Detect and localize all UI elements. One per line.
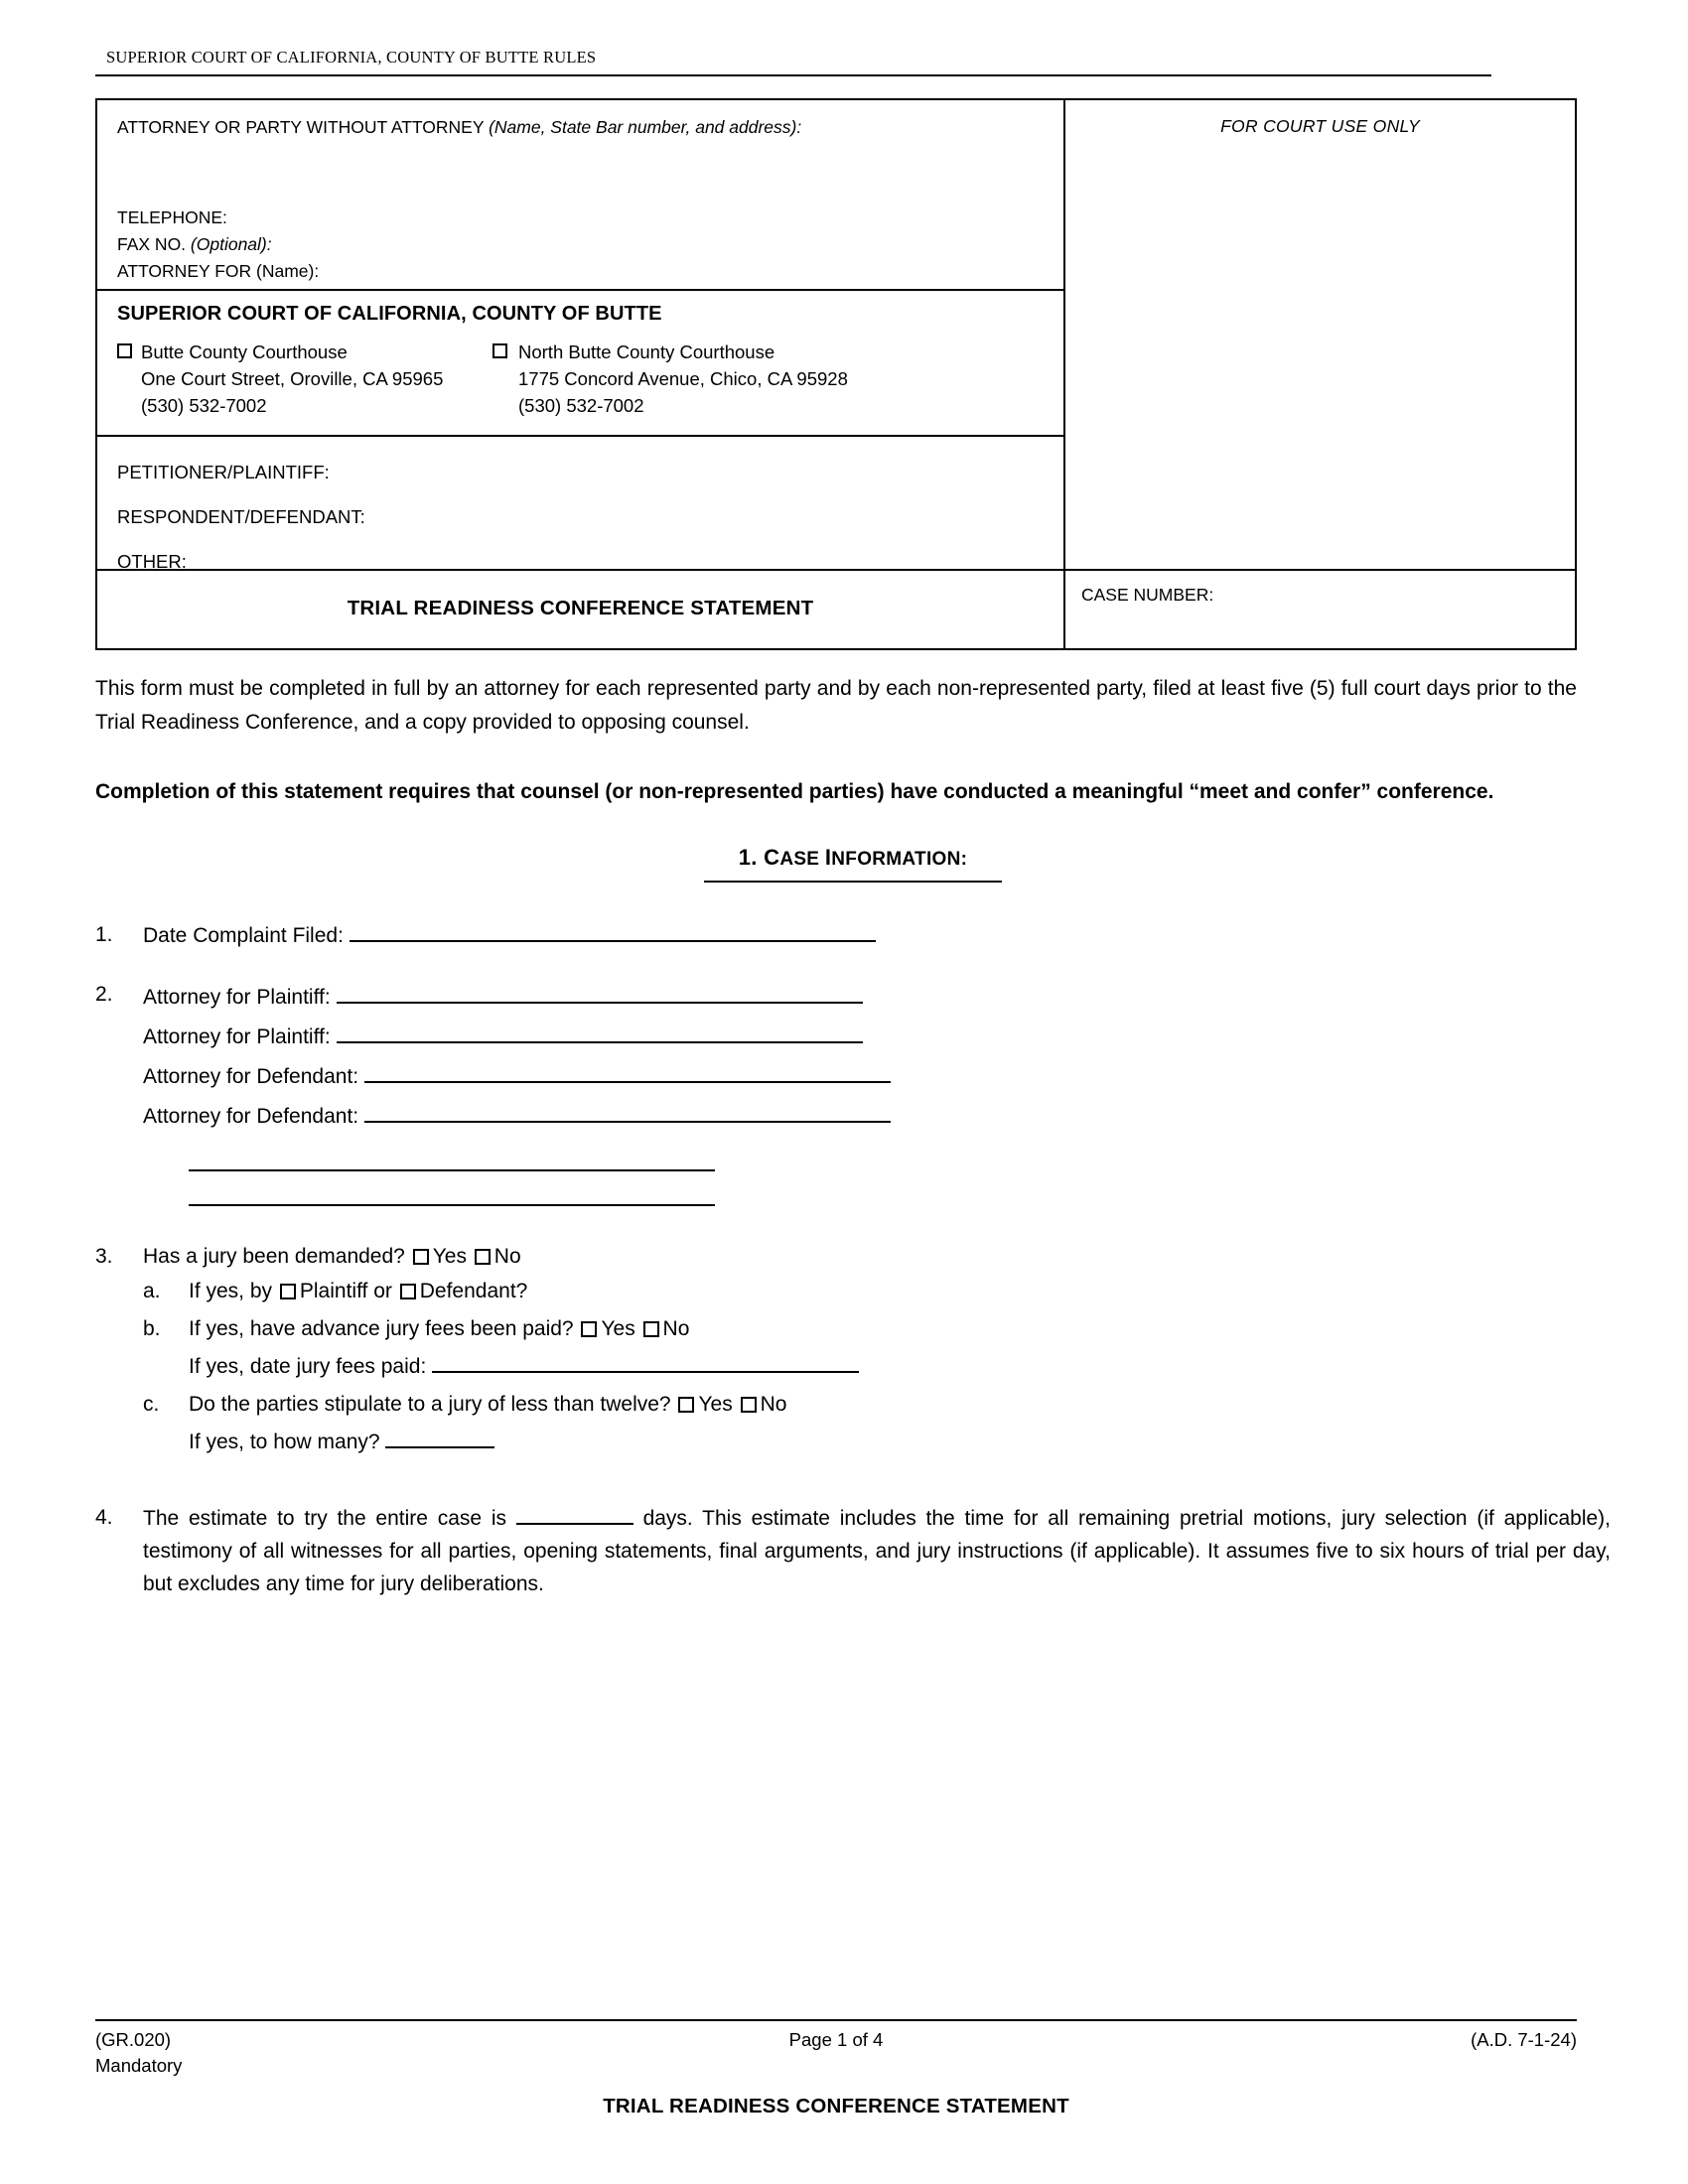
attorney-row-3	[143, 1057, 1611, 1097]
fax-label-italic: (Optional):	[190, 234, 272, 254]
question-3c-letter: c.	[143, 1393, 160, 1416]
trial-estimate-label-before: The estimate to try the entire case is	[143, 1507, 507, 1530]
attorney-extra-input-1[interactable]	[189, 1137, 715, 1171]
jury-fees-no-label: No	[662, 1317, 690, 1340]
date-complaint-filed-input[interactable]	[350, 918, 876, 942]
checkbox-jury-demanded-yes[interactable]	[413, 1249, 429, 1265]
jury-fees-paid-label: If yes, have advance jury fees been paid?	[189, 1317, 574, 1340]
attorney-row-6	[143, 1171, 1611, 1206]
caption-bottom	[97, 569, 1575, 648]
question-4	[95, 1501, 1611, 1600]
jury-demanded-no-label: No	[493, 1245, 521, 1268]
attorney-label-row	[117, 114, 1063, 141]
court-title: SUPERIOR COURT OF CALIFORNIA, COUNTY OF BUTTE	[117, 303, 662, 325]
intro-paragraph-2: Completion of this statement requires that counsel (or non-represented parties) have conducted a meaningful “meet and confer” conference.	[95, 780, 1494, 803]
caption-left-column	[97, 100, 1065, 572]
section-heading-rule	[704, 881, 1002, 883]
attorney-block	[97, 100, 1063, 289]
jury-fees-row	[189, 1310, 859, 1348]
trial-estimate-days-input[interactable]	[516, 1501, 633, 1525]
question-3a-letter: a.	[143, 1280, 161, 1302]
checkbox-north-butte-county-courthouse[interactable]	[492, 343, 507, 358]
stipulate-how-many-label: If yes, to how many?	[189, 1431, 380, 1453]
section-number: 1.	[738, 845, 758, 870]
attorney-for-plaintiff-label-2: Attorney for Plaintiff:	[143, 1025, 331, 1048]
attorney-for-defendant-label-1: Attorney for Defendant:	[143, 1065, 359, 1088]
jury-demanded-row	[143, 1240, 1611, 1273]
question-3b-letter: b.	[143, 1317, 161, 1340]
intro-paragraph-1: This form must be completed in full by an attorney for each represented party and by each non-represented party, filed at least five (5) full court days prior to the Trial Readiness Conference, and a copy provided to opposing counsel.	[95, 677, 1577, 734]
case-number-field[interactable]	[1065, 571, 1575, 648]
for-court-use-only-label: FOR COURT USE ONLY	[1220, 116, 1420, 136]
section-heading	[95, 845, 1611, 871]
attorney-row-1	[143, 978, 1611, 1018]
question-3	[95, 1240, 1611, 1461]
courthouse-options	[117, 339, 1063, 419]
checkbox-jury-fees-yes[interactable]	[581, 1321, 597, 1337]
question-3b	[143, 1310, 1611, 1386]
section-title-i: I	[824, 845, 832, 870]
petitioner-label: PETITIONER/PLAINTIFF:	[117, 462, 330, 482]
attorney-for-defendant-input-2[interactable]	[364, 1099, 891, 1123]
courthouse-address: One Court Street, Oroville, CA 95965	[141, 368, 444, 389]
courthouse-address: 1775 Concord Avenue, Chico, CA 95928	[518, 368, 848, 389]
running-header	[95, 46, 1491, 76]
question-1	[95, 918, 1611, 952]
courthouse-phone: (530) 532-7002	[518, 395, 644, 416]
attorney-for-plaintiff-label-1: Attorney for Plaintiff:	[143, 986, 331, 1009]
caption-box	[95, 98, 1577, 650]
attorney-for-plaintiff-input-2[interactable]	[337, 1020, 863, 1043]
attorney-for-plaintiff-input-1[interactable]	[337, 980, 863, 1004]
fax-label: FAX NO.	[117, 234, 187, 254]
attorney-extra-input-2[interactable]	[189, 1171, 715, 1206]
page-footer	[95, 2019, 1577, 2118]
question-3c-body	[189, 1386, 786, 1461]
question-2-number: 2.	[95, 983, 113, 1006]
jury-demanded-yes-label: Yes	[432, 1245, 467, 1268]
demanded-by-defendant-label: Defendant?	[419, 1280, 528, 1302]
question-1-body	[143, 918, 1611, 952]
other-label: OTHER:	[117, 551, 187, 572]
form-title: TRIAL READINESS CONFERENCE STATEMENT	[97, 571, 1065, 648]
demanded-by-label: If yes, by	[189, 1280, 273, 1302]
form-number: (GR.020)	[95, 2029, 172, 2050]
question-1-number: 1.	[95, 923, 113, 946]
question-4-body	[143, 1501, 1611, 1600]
section-title-nformation: NFORMATION:	[831, 849, 968, 870]
attorney-for-label: ATTORNEY FOR (Name):	[117, 261, 320, 281]
jury-fees-date-row	[189, 1348, 859, 1386]
question-3-body	[143, 1240, 1611, 1461]
stipulate-how-many-input[interactable]	[385, 1425, 494, 1448]
question-list	[95, 918, 1611, 1600]
attorney-for-defendant-input-1[interactable]	[364, 1059, 891, 1083]
demanded-by-plaintiff-label: Plaintiff	[299, 1280, 368, 1302]
section-title-ase: ASE	[779, 849, 825, 870]
attorney-row-2	[143, 1018, 1611, 1057]
courthouse-name: Butte County Courthouse	[141, 341, 348, 362]
jury-fees-date-input[interactable]	[432, 1349, 859, 1373]
attorney-label: ATTORNEY OR PARTY WITHOUT ATTORNEY	[117, 117, 485, 137]
stipulate-how-many-row	[189, 1424, 786, 1461]
checkbox-demanded-by-plaintiff[interactable]	[280, 1284, 296, 1299]
question-3-number: 3.	[95, 1245, 113, 1268]
jury-fees-date-label: If yes, date jury fees paid:	[189, 1355, 427, 1378]
trial-estimate-label-after: days. This estimate includes the time for all remaining pretrial motions, jury selection (if applicable), testimony of all witnesses for all parties, opening statements, final arguments, and jury instructions (if applicable). It assumes five to six hours of trial per day, but excludes any time for jury deliberations.	[143, 1507, 1611, 1595]
courthouse-option-butte[interactable]	[117, 339, 489, 419]
attorney-row-4	[143, 1097, 1611, 1137]
section-title-c: C	[764, 845, 780, 870]
contact-lines	[117, 205, 1063, 285]
stipulate-yes-label: Yes	[698, 1393, 733, 1416]
question-3a-body	[189, 1273, 527, 1310]
question-4-number: 4.	[95, 1506, 113, 1529]
footer-page-number: Page 1 of 4	[788, 2029, 884, 2050]
checkbox-jury-demanded-no[interactable]	[475, 1249, 491, 1265]
case-number-label: CASE NUMBER:	[1081, 585, 1214, 605]
fax-row	[117, 231, 1063, 258]
party-block	[97, 435, 1063, 572]
date-complaint-filed-label: Date Complaint Filed:	[143, 924, 344, 947]
question-3a	[143, 1273, 1611, 1310]
courthouse-phone: (530) 532-7002	[141, 395, 267, 416]
attorney-row-5	[143, 1137, 1611, 1171]
telephone-label: TELEPHONE:	[117, 207, 227, 227]
stipulate-jury-label: Do the parties stipulate to a jury of less than twelve?	[189, 1393, 671, 1416]
footer-rule	[95, 2019, 1577, 2021]
question-3b-body	[189, 1310, 859, 1386]
courthouse-option-north-butte[interactable]	[489, 339, 935, 419]
court-use-column	[1065, 100, 1575, 569]
checkbox-jury-fees-no[interactable]	[643, 1321, 659, 1337]
footer-revision-date: (A.D. 7-1-24)	[1471, 2029, 1577, 2050]
checkbox-butte-county-courthouse[interactable]	[117, 343, 132, 358]
checkbox-stipulate-no[interactable]	[741, 1397, 757, 1413]
attorney-label-italic: (Name, State Bar number, and address):	[489, 117, 802, 137]
court-block	[97, 289, 1063, 435]
checkbox-stipulate-yes[interactable]	[678, 1397, 694, 1413]
form-mandatory-label: Mandatory	[95, 2055, 183, 2076]
courthouse-name: North Butte County Courthouse	[518, 341, 775, 362]
running-header-text: SUPERIOR COURT OF CALIFORNIA, COUNTY OF BUTTE RULES	[106, 48, 597, 67]
demanded-by-or: or	[373, 1280, 392, 1302]
attorney-for-defendant-label-2: Attorney for Defendant:	[143, 1105, 359, 1128]
jury-demanded-label: Has a jury been demanded?	[143, 1245, 405, 1268]
question-3c	[143, 1386, 1611, 1461]
stipulate-no-label: No	[760, 1393, 787, 1416]
question-2-body	[143, 978, 1611, 1206]
question-2	[95, 978, 1611, 1206]
footer-form-title: TRIAL READINESS CONFERENCE STATEMENT	[603, 2095, 1069, 2117]
footer-left	[95, 2027, 512, 2079]
footer-row	[95, 2027, 1577, 2079]
checkbox-demanded-by-defendant[interactable]	[400, 1284, 416, 1299]
respondent-label: RESPONDENT/DEFENDANT:	[117, 506, 365, 527]
stipulate-jury-row	[189, 1386, 786, 1424]
caption-top	[97, 100, 1575, 572]
jury-fees-yes-label: Yes	[601, 1317, 635, 1340]
